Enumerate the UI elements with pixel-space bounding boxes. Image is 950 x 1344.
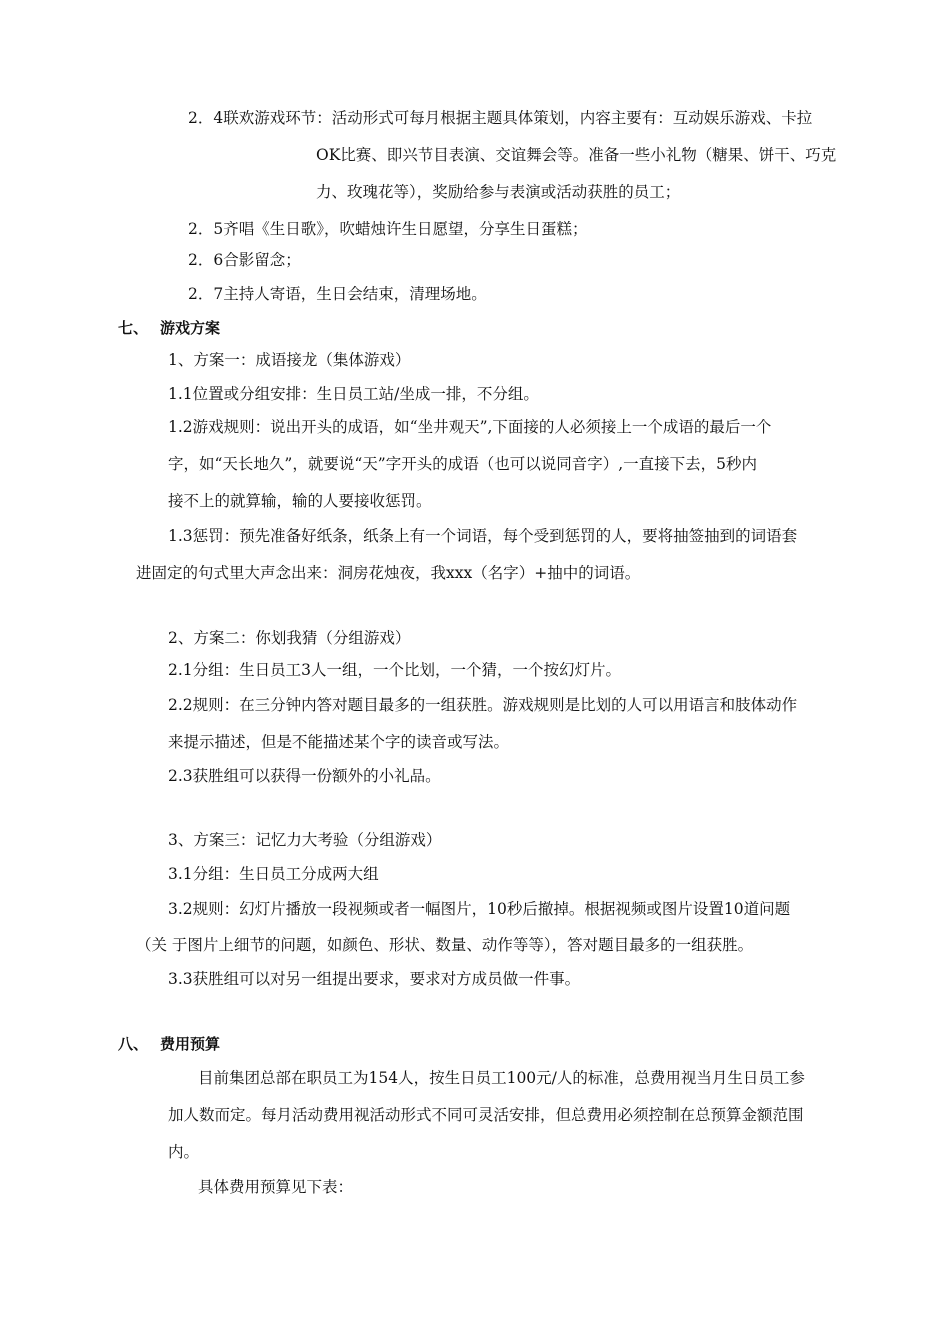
budget-paragraph-line-1: 目前集团总部在职员工为154人，按生日员工100元/人的标准，总费用视当月生日员工参 [198, 1069, 805, 1087]
plan-2-2-line-2: 来提示描述，但是不能描述某个字的读音或写法。 [168, 733, 510, 751]
section-7-heading [118, 318, 220, 338]
plan-3-2-line-1: 3.2规则：幻灯片播放一段视频或者一幅图片，10秒后撤掉。根据视频或图片设置10道问题 [168, 900, 791, 918]
item-2-4-line-1: 2．4联欢游戏环节：活动形式可每月根据主题具体策划，内容主要有：互动娱乐游戏、卡拉 [188, 109, 813, 127]
item-2-5: 2．5齐唱《生日歌》，吹蜡烛许生日愿望，分享生日蛋糕； [188, 220, 588, 238]
item-2-7: 2．7主持人寄语，生日会结束，清理场地。 [188, 285, 487, 303]
plan-1-2-line-2: 字，如“天长地久”，就要说“天”字开头的成语（也可以说同音字）,一直接下去，5秒内 [168, 455, 757, 473]
budget-table-intro: 具体费用预算见下表： [198, 1178, 354, 1196]
section-7-title: 游戏方案 [160, 319, 221, 337]
plan-3-title: 3、方案三：记忆力大考验（分组游戏） [168, 831, 442, 849]
plan-3-3: 3.3获胜组可以对另一组提出要求，要求对方成员做一件事。 [168, 970, 581, 988]
plan-2-1: 2.1分组：生日员工3人一组，一个比划，一个猜，一个按幻灯片。 [168, 661, 622, 679]
plan-1-title: 1、方案一：成语接龙（集体游戏） [168, 351, 411, 369]
plan-3-2-line-2: （关 于图片上细节的问题，如颜色、形状、数量、动作等等），答对题目最多的一组获胜。 [136, 936, 754, 954]
plan-2-title: 2、方案二：你划我猜（分组游戏） [168, 629, 411, 647]
section-8-title: 费用预算 [160, 1035, 221, 1053]
section-7-number: 七、 [118, 319, 149, 337]
plan-2-3: 2.3获胜组可以获得一份额外的小礼品。 [168, 767, 441, 785]
budget-paragraph-line-3: 内。 [168, 1143, 200, 1161]
plan-1-1: 1.1位置或分组安排：生日员工站/坐成一排，不分组。 [168, 385, 539, 403]
plan-1-2-line-1: 1.2游戏规则：说出开头的成语，如“坐井观天”,下面接的人必须接上一个成语的最后一个 [168, 418, 772, 436]
section-8-heading [118, 1034, 220, 1054]
plan-1-2-line-3: 接不上的就算输，输的人要接收惩罚。 [168, 492, 432, 510]
plan-1-3-line-1: 1.3惩罚：预先准备好纸条，纸条上有一个词语，每个受到惩罚的人，要将抽签抽到的词语套 [168, 527, 798, 545]
plan-2-2-line-1: 2.2规则：在三分钟内答对题目最多的一组获胜。游戏规则是比划的人可以用语言和肢体动作 [168, 696, 798, 714]
item-2-4-line-2: OK比赛、即兴节目表演、交谊舞会等。准备一些小礼物（糖果、饼干、巧克 [316, 146, 837, 164]
item-2-4-line-3: 力、玫瑰花等），奖励给参与表演或活动获胜的员工； [316, 183, 681, 201]
budget-paragraph-line-2: 加人数而定。每月活动费用视活动形式不同可灵活安排，但总费用必须控制在总预算金额范围 [168, 1106, 804, 1124]
plan-3-1: 3.1分组：生日员工分成两大组 [168, 865, 379, 883]
section-8-number: 八、 [118, 1035, 149, 1053]
item-2-6: 2．6合影留念； [188, 251, 301, 269]
plan-1-3-line-2: 进固定的句式里大声念出来：洞房花烛夜，我xxx（名字）+抽中的词语。 [136, 564, 641, 582]
